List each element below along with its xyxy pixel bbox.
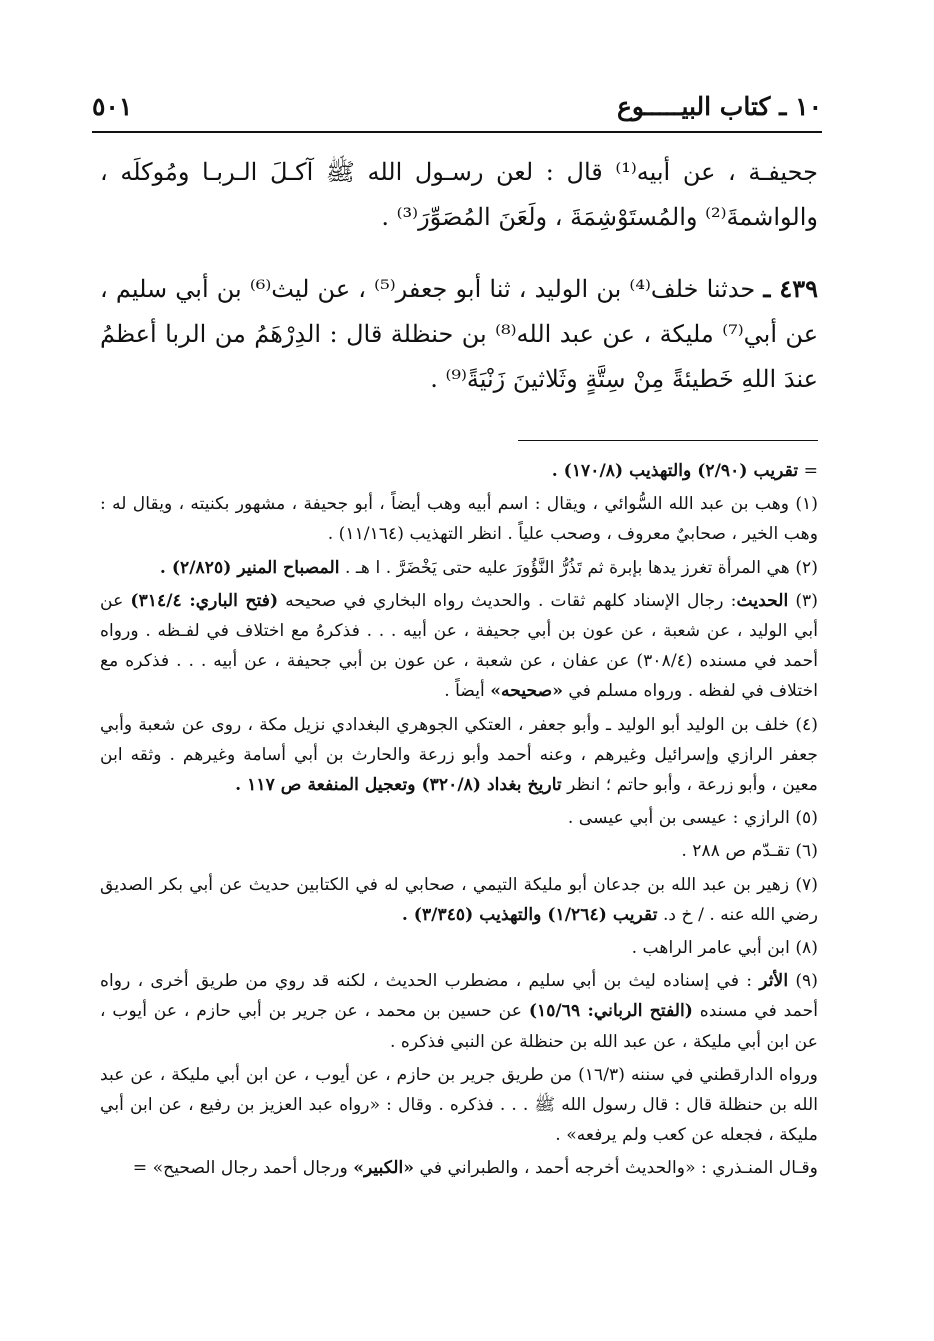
hadith-text: حدثنا خلف⁽⁴⁾ بن الوليد ، ثنا أبو جعفر⁽⁵⁾ ، عن ليث⁽⁶⁾ بن أبي سليم ، عن أبي⁽⁷⁾ مليكة ، عن عبد الله⁽⁸⁾ بن حنظلة قال : الدِرْهَمُ من الربا أعظمُ عندَ اللهِ خَطيئةً مِنْ سِتَّةٍ وثَلاثينَ زَنْيَةً⁽⁹⁾ . — [100, 275, 819, 393]
footnote-8: (٨) ابن أبي عامر الراهب . — [631, 938, 818, 959]
hadith-number: ٤٣٩ ـ — [763, 274, 818, 303]
header-rule — [92, 131, 822, 133]
footnote-1: (١) وهب بن عبد الله السُّوائي ، ويقال : اسم أبيه وهب أيضاً ، أبو جحيفة ، مشهور بكنيته ، ويقال له : وهب الخير ، صحابيٌ معروف ، وصحب علياً . انظر التهذيب (١١/١٦٤) . — [100, 494, 818, 545]
running-title: ١٠ ـ كتاب البيـــــوع — [617, 92, 822, 121]
footnote-continuation: = تقريب (٢/٩٠) والتهذيب (١٧٠/٨) . — [551, 461, 818, 481]
footnote-7: (٧) زهير بن عبد الله بن جدعان أبو مليكة التيمي ، صحابي له في الكتابين حديث عن أبي بكر الصديق رضي الله عنه . / خ د. تقريب (١/٢٦٤) والتهذيب (٣/٣٤٥) . — [100, 874, 818, 925]
main-text — [100, 150, 818, 402]
footnote-4: (٤) خلف بن الوليد أبو الوليد ـ وأبو جعفر ، العتكي الجوهري البغدادي نزيل مكة ، روى عن شعبة وأبي جعفر الرازي وإسرائيل وغيرهم ، وعنه أحمد وأبو زرعة والحارث بن أبي أسامة وغيرهم . وثقه ابن معين ، وأبو زرعة ، وأبو حاتم ؛ انظر تاريخ بغداد (٣٢٠/٨) وتعجيل المنفعة ص ١١٧ . — [100, 714, 818, 796]
footnote-6: (٦) تقـدّم ص ٢٨٨ . — [681, 841, 818, 862]
hadith-439 — [100, 266, 818, 402]
page-number: ٥٠١ — [92, 92, 133, 121]
footnotes — [100, 456, 818, 1184]
footnote-9-mundhiri: وقـال المنـذري : «والحديث أخرجه أحمد ، والطبراني في «الكبير» ورجال أحمد رجال الصحيح» = — [132, 1158, 818, 1179]
footnote-5: (٥) الرازي : عيسى بن أبي عيسى . — [567, 808, 818, 829]
footnote-9: (٩) الأثر : في إسناده ليث بن أبي سليم ، مضطرب الحديث ، لكنه قد روي من طريق أخرى ، رواه أحمد في مسنده (الفتح الرباني: ١٥/٦٩) عن حسين بن محمد ، عن جرير بن أبي حازم ، عن أيوب ، عن ابن أبي مليكة ، عن عبد الله بن حنظلة عن النبي فذكره . — [100, 971, 819, 1052]
footnote-rule — [518, 440, 818, 441]
footnote-9-daraqutni: ورواه الدارقطني في سننه (١٦/٣) من طريق جرير بن حازم ، عن أيوب ، عن ابن أبي مليكة ، عن عبد الله بن حنظلة قال : قال رسول الله ﷺ . . . فذكره . وقال : «رواه عبد العزيز بن رفيع ، عن ابن أبي مليكة ، فجعله عن كعب ولم يرفعه» . — [100, 1064, 818, 1146]
footnote-3: (٣) الحديث: رجال الإسناد كلهم ثقات . والحديث رواه البخاري في صحيحه (فتح الباري: ٣١٤/٤) عن أبي الوليد ، عن شعبة ، عن عون بن أبي جحيفة ، عن أبيه . . . فذكرهُ مع اختلاف في لفـظه . ورواه أحمد في مسنده (٣٠٨/٤) عن عفان ، عن شعبة ، عن عون بن أبي جحيفة ، عن أبيه . . . فذكره مع اختلاف في لفظه . ورواه مسلم في «صحيحه» أيضاً . — [100, 590, 818, 702]
main-paragraph-continuation: جحيفـة ، عن أبيه⁽¹⁾ قال : لعن رسـول الله ﷺ آكـلَ الـربـا ومُوكلَه ، والواشمةَ⁽²⁾ والمُستَوْشِمَةَ ، ولَعَنَ المُصَوِّرَ⁽³⁾ . — [100, 158, 818, 231]
footnote-2: (٢) هي المرأة تغرز يدها بإبرة ثم تَذُرُّ النَّؤُورَ عليه حتى يَخْضَرَّ . ا هـ . المصباح المنير (٢/٨٢٥) . — [159, 557, 818, 578]
page-header — [92, 82, 822, 130]
